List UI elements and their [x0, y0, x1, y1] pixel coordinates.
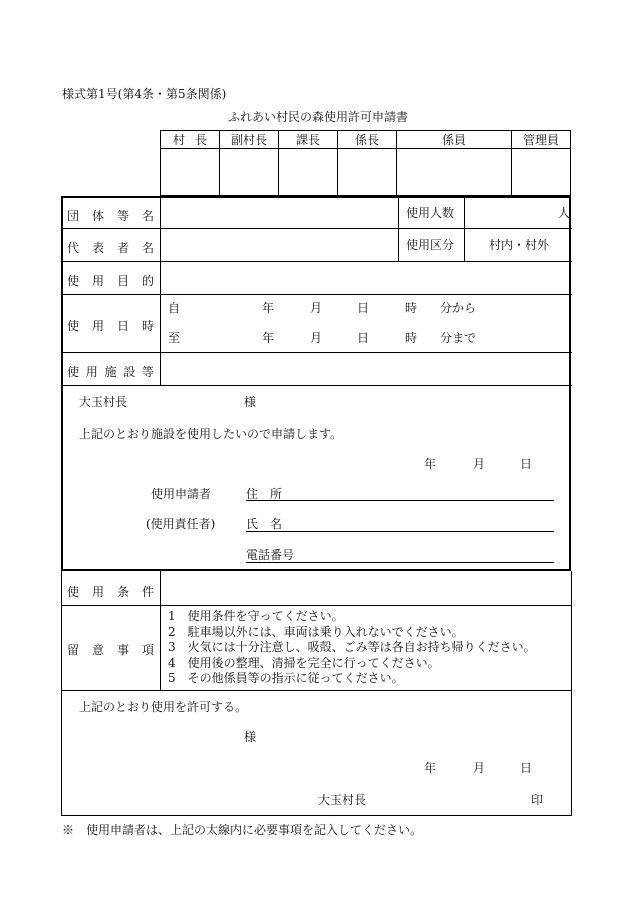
- from-minute: 分から: [440, 301, 477, 315]
- address-underline[interactable]: [246, 500, 554, 501]
- name-underline[interactable]: [246, 531, 554, 532]
- row-divider: [61, 228, 572, 229]
- footer-note: ※ 使用申請者は、上記の太線内に必要事項を記入してください。: [62, 823, 423, 837]
- list-item: 2 駐車場以外には、車両は乗り入れないでください。: [168, 624, 464, 639]
- to-day: 日: [357, 331, 370, 345]
- row-divider: [61, 294, 572, 295]
- field-divider: [464, 196, 465, 261]
- permission-date-month: 月: [473, 761, 486, 775]
- approval-stamp-cell[interactable]: [279, 149, 338, 196]
- to-month: 月: [310, 331, 323, 345]
- seal-mark: 印: [531, 793, 544, 807]
- group-name-input[interactable]: [165, 200, 395, 226]
- from-hour: 時: [405, 301, 418, 315]
- address-label: 住 所: [246, 487, 283, 501]
- issuer: 大玉村長: [318, 793, 367, 807]
- list-item: 5 その他係員等の指示に従ってください。: [168, 671, 404, 685]
- category-label: 使用区分: [406, 238, 455, 252]
- representative-label: 代 表 者 名: [67, 241, 154, 255]
- approval-header-section-chief: 課長: [279, 131, 338, 149]
- form-title: ふれあい村民の森使用許可申請書: [228, 110, 409, 124]
- approval-header-mayor: [161, 131, 220, 149]
- permission-date-day: 日: [520, 761, 533, 775]
- list-item: 3 火気には十分注意し、吸殻、ごみ等は各自お持ち帰りください。: [168, 640, 536, 654]
- row-divider: [61, 352, 572, 353]
- applicant-label: 使用申請者: [151, 487, 212, 501]
- to-hour: 時: [405, 331, 418, 345]
- from-day: 日: [357, 301, 370, 315]
- responsible-label: (使用責任者): [146, 517, 216, 531]
- from-prefix: 自: [168, 301, 181, 315]
- phone-underline[interactable]: [246, 562, 554, 563]
- to-minute: 分まで: [440, 331, 477, 345]
- name-label: 氏 名: [246, 517, 283, 531]
- conditions-input[interactable]: [165, 575, 565, 601]
- facility-label: 使 用 施 設 等: [67, 365, 154, 379]
- approval-stamp-cell[interactable]: [512, 149, 571, 196]
- row-divider: [61, 605, 572, 606]
- application-date-year: 年: [424, 457, 437, 471]
- application-date-day: 日: [520, 457, 533, 471]
- representative-input[interactable]: [165, 232, 395, 258]
- application-date-month: 月: [473, 457, 486, 471]
- from-month: 月: [310, 301, 323, 315]
- label-column-divider: [160, 571, 161, 690]
- approval-stamp-cell[interactable]: [220, 149, 279, 196]
- notes-list: [168, 609, 536, 687]
- label-column-divider: [160, 196, 161, 385]
- purpose-label: 使 用 目 的: [67, 274, 154, 288]
- permission-date-year: 年: [424, 761, 437, 775]
- row-divider: [61, 690, 572, 691]
- application-statement: 上記のとおり施設を使用したいので申請します。: [79, 427, 343, 441]
- approval-header-subsection-chief: 係長: [338, 131, 397, 149]
- row-divider: [61, 385, 572, 386]
- headcount-label: 使用人数: [406, 206, 455, 220]
- lower-frame: [61, 571, 572, 816]
- conditions-label: 使 用 条 件: [67, 585, 154, 599]
- form-number: 様式第1号(第4条・第5条関係): [62, 87, 227, 101]
- list-item: 1 使用条件を守ってください。: [168, 609, 344, 623]
- to-year: 年: [262, 331, 275, 345]
- field-divider: [398, 196, 399, 261]
- permission-statement: 上記のとおり使用を許可する。: [79, 700, 248, 714]
- approval-header-staff: 係員: [397, 131, 512, 149]
- approval-header-manager: 管理員: [512, 131, 571, 149]
- category-value[interactable]: 村内・村外: [489, 238, 550, 252]
- addressee-sama: 様: [244, 395, 257, 409]
- list-item: 4 使用後の整理、清掃を完全に行ってください。: [168, 655, 440, 670]
- datetime-label: 使 用 日 時: [67, 319, 154, 333]
- headcount-input[interactable]: [468, 200, 558, 226]
- to-prefix: 至: [168, 331, 181, 345]
- row-divider: [61, 261, 572, 262]
- approval-header-deputy: 副村長: [220, 131, 279, 149]
- approval-stamp-cell[interactable]: [397, 149, 512, 196]
- approval-header-text: 村 長: [173, 133, 207, 147]
- phone-label: 電話番号: [246, 548, 295, 562]
- facility-input[interactable]: [165, 356, 565, 382]
- group-name-label: 団 体 等 名: [67, 209, 154, 223]
- notes-label: 留 意 事 項: [67, 643, 154, 657]
- from-year: 年: [262, 301, 275, 315]
- approval-stamp-cell[interactable]: [338, 149, 397, 196]
- addressee: 大玉村長: [79, 395, 128, 409]
- approval-stamp-cell[interactable]: [161, 149, 220, 196]
- permission-sama: 様: [244, 730, 257, 744]
- headcount-unit: 人: [558, 206, 571, 220]
- purpose-input[interactable]: [165, 265, 565, 291]
- approval-table: [160, 130, 571, 196]
